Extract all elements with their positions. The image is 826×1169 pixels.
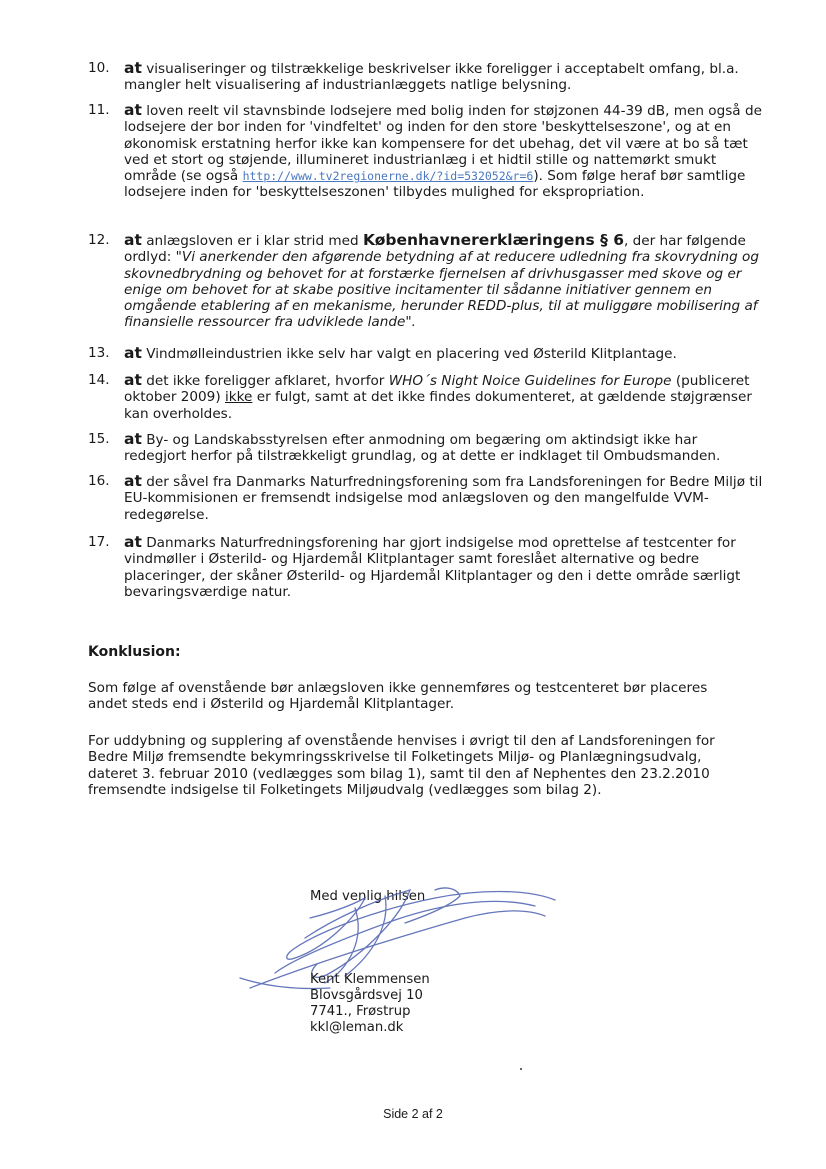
item-text-cont: , der har følgende ordlyd: bbox=[124, 233, 746, 266]
item-text-end: er fulgt, samt at det ikke findes dokumenteret, at gældende støjgrænser kan overholdes. bbox=[124, 389, 752, 422]
item-number: 10. bbox=[88, 60, 110, 76]
list-item-11 bbox=[88, 102, 763, 201]
item-text: visualiseringer og tilstrækkelige beskrivelser ikke foreligger i acceptabelt omfang, bl.a. mangler helt visualisering af industrianlæggets natlige belysning. bbox=[124, 61, 739, 94]
at-keyword: at bbox=[124, 344, 142, 362]
item-text: Danmarks Naturfredningsforening har gjort indsigelse mod oprettelse af testcenter for vindmøller i Østerild- og Hjardemål Klitplantager samt foreslået alternative og bedre placeringer, der skåner Østerild- og Hjardemål Klitplantager og den i dette område særligt bevaringsværdige natur. bbox=[124, 535, 741, 600]
underlined-word: ikke bbox=[224, 389, 253, 406]
item-number: 11. bbox=[88, 102, 110, 118]
item-number: 13. bbox=[88, 345, 110, 361]
at-keyword: at bbox=[124, 59, 142, 77]
list-item-17 bbox=[88, 534, 763, 600]
conclusion-paragraph-1: Som følge af ovenstående bør anlægsloven ikke gennemføres og testcenteret bør placeres andet steds end i Østerild og Hjardemål Klitplantager. bbox=[88, 680, 708, 713]
item-number: 14. bbox=[88, 372, 110, 388]
declaration-reference: Københavnererklæringens § 6 bbox=[362, 231, 625, 249]
page-number: Side 2 af 2 bbox=[383, 1107, 443, 1121]
list-item-15 bbox=[88, 431, 763, 465]
tv2-link[interactable]: http://www.tv2regionerne.dk/?id=532052&r=6 bbox=[242, 169, 534, 184]
item-number: 15. bbox=[88, 431, 110, 447]
item-text-cont: (publiceret oktober 2009) bbox=[124, 373, 750, 406]
list-item-13 bbox=[88, 345, 763, 362]
at-keyword: at bbox=[124, 101, 142, 119]
item-number: 12. bbox=[88, 232, 110, 248]
at-keyword: at bbox=[124, 231, 142, 249]
signer-street: Blovsgårdsvej 10 bbox=[310, 988, 423, 1003]
list-item-10 bbox=[88, 60, 763, 94]
conclusion-heading: Konklusion: bbox=[88, 644, 181, 660]
list-item-16 bbox=[88, 473, 763, 523]
signer-email: kkl@leman.dk bbox=[310, 1020, 404, 1035]
item-text: By- og Landskabsstyrelsen efter anmodning om begæring om aktindsigt ikke har redegjort herfor på tilstrækkeligt grundlag, og at dette er indklaget til Ombudsmanden. bbox=[124, 432, 721, 465]
closing-greeting: Med venlig hilsen bbox=[310, 889, 426, 904]
signer-name: Kent Klemmensen bbox=[310, 972, 430, 987]
item-text: loven reelt vil stavnsbinde lodsejere med bolig inden for støjzonen 44-39 dB, men også de lodsejere der bor inden for 'vindfeltet' og inden for den store 'beskyttelseszone', og at en økonomisk erstatning herfor ikke kan kompensere for det ubehag, det vil være at bo så tæt ved et stort og støjende, illumineret industrianlæg i et hidtil stille og nattemørkt smukt område (se også bbox=[124, 103, 762, 185]
at-keyword: at bbox=[124, 472, 142, 490]
item-text-cont: ). Som følge heraf bør samtlige lodsejere inden for 'beskyttelseszonen' tilbydes mulighed for ekspropriation. bbox=[124, 168, 746, 201]
item-text: Vindmølleindustrien ikke selv har valgt en placering ved Østerild Klitplantage. bbox=[146, 346, 677, 362]
item-text: det ikke foreligger afklaret, hvorfor bbox=[146, 373, 385, 389]
conclusion-paragraph-2: For uddybning og supplering af ovenstående henvises i øvrigt til den af Landsforeningen for Bedre Miljø fremsendte bekymringsskrivelse til Folketingets Miljø- og Planlægningsudvalg, dateret 3. februar 2010 (vedlægges som bilag 1), samt til den af Nephentes den 23.2.2010 fremsendte indsigelse til Folketingets Miljøudvalg (vedlægges som bilag 2). bbox=[88, 733, 715, 798]
who-guidelines-title: WHO´s Night Noice Guidelines for Europe bbox=[388, 373, 672, 389]
list-item-12 bbox=[88, 232, 763, 331]
list-item-14 bbox=[88, 372, 763, 422]
item-number: 16. bbox=[88, 473, 110, 489]
item-text: anlægsloven er i klar strid med bbox=[146, 233, 359, 249]
signer-city: 7741., Frøstrup bbox=[310, 1004, 411, 1019]
quote-text: "Vi anerkender den afgørende betydning af at reducere udledning fra skovrydning og skovnedbrydning og behovet for at forstærke fjernelsen af drivhusgasser med skove og er enige om behovet for at skabe positive incitamenter til sådanne initiativer gennem en omgående etablering af en mekanisme, herunder REDD-plus, til at muliggøre mobilisering af finansielle ressourcer fra udviklede lande". bbox=[124, 249, 759, 331]
at-keyword: at bbox=[124, 430, 142, 448]
at-keyword: at bbox=[124, 371, 142, 389]
scan-speck bbox=[520, 1068, 522, 1070]
item-number: 17. bbox=[88, 534, 110, 550]
item-text: der såvel fra Danmarks Naturfredningsforening som fra Landsforeningen for Bedre Miljø til EU-kommisionen er fremsendt indsigelse mod anlægsloven og den mangelfulde VVM-redegørelse. bbox=[124, 474, 763, 523]
at-keyword: at bbox=[124, 533, 142, 551]
